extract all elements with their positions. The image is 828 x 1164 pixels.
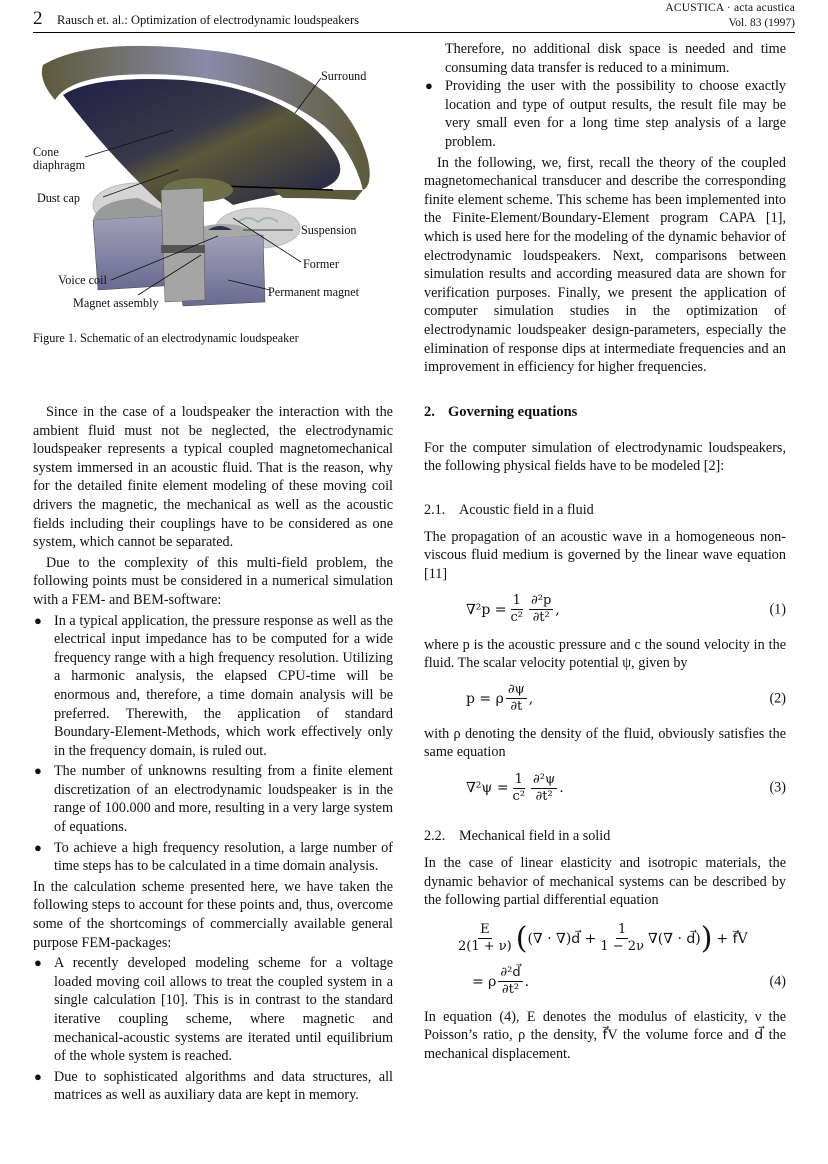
label-permanent-magnet: Permanent magnet	[268, 285, 360, 299]
figure-1	[33, 40, 393, 320]
paragraph: In the case of linear elasticity and isotropic materials, the dynamic behavior of mechanical systems can be described by the following partial differential equation	[424, 855, 786, 909]
label-cone: Cone	[33, 145, 59, 159]
list-item: ● Providing the user with the possibility to choose exactly location and type of output results, the result file may be very small even for a long time step analysis of a large problem.	[425, 78, 786, 150]
paragraph: In equation (4), E denotes the modulus of elasticity, ν the Poisson’s ratio, ρ the density, f⃗V the volume force and d⃗ the mechanical displacement.	[424, 1008, 786, 1062]
bullet-icon: ●	[34, 839, 42, 855]
label-dust-cap: Dust cap	[37, 191, 80, 205]
bullet-icon: ●	[34, 955, 42, 971]
paragraph: where p is the acoustic pressure and c the sound velocity in the fluid. The scalar velocity potential ψ, given by	[424, 636, 786, 672]
page-header	[33, 0, 795, 33]
journal-name: ACUSTICA · acta acustica	[665, 2, 795, 14]
page-number: 2	[33, 8, 43, 29]
equation-number: (1)	[769, 601, 786, 618]
equation-number: (2)	[769, 690, 786, 707]
list-item: ● The number of unknowns resulting from a finite element discretization of an electrodynamic loudspeaker is in the range of 100.000 and more, resulting in a very large system of equations.	[34, 763, 393, 836]
bullet-list	[424, 77, 786, 151]
bullet-continuation: Therefore, no additional disk space is needed and time consuming data transfer is reduced to a minimum.	[445, 41, 786, 76]
paragraph: In the calculation scheme presented here, we have taken the following steps to account for these points and, thus, overcome some of the shortcomings of commercially available general purpose FEM-packages:	[33, 878, 393, 951]
label-diaphragm: diaphragm	[33, 158, 86, 172]
equation-4-line-2: = ρ $\frac{\text{∂²d⃗}}{\text{∂t²}}$ . (4)	[472, 965, 786, 998]
list-item: ● Due to sophisticated algorithms and data structures, all matrices as well as auxiliary data are kept in memory.	[34, 1068, 393, 1104]
paragraph: For the computer simulation of electrodynamic loudspeakers, the following physical fields have to be modeled [2]:	[424, 439, 786, 475]
subsection-heading: 2.1. Acoustic field in a fluid	[424, 501, 594, 518]
figure-caption: Figure 1. Schematic of an electrodynamic loudspeaker	[33, 331, 299, 345]
equation-2: p = ρ $\frac{\partial\psi}{\partial t}$ , (2)	[466, 682, 786, 715]
bullet-list	[33, 954, 393, 1105]
equation-number: (3)	[769, 779, 786, 796]
bullet-icon: ●	[425, 78, 433, 94]
left-column	[33, 40, 393, 1107]
list-item: ● A recently developed modeling scheme for a voltage loaded moving coil allows to treat the coupled system in a single calculation [10]. This is in contrast to the standard iterative coupling scheme, where magnetic and mechanical-acoustic systems are iterated until equilibrium of the whole system is reached.	[34, 955, 393, 1065]
paragraph: In the following, we, first, recall the theory of the coupled magnetomechanical transducer and describe the corresponding finite element scheme. This scheme has been implemented into the Finite-Element/Boundary-Element program CAPA [1], which is used here for the modeling of the dynamic behavior of electrodynamic loudspeakers. Next, comparisons between simulation results and according measured data are shown for verification purposes. Finally, we present the application of computer simulation studies in the optimization of electrodynamic loudspeaker design-parameters, especially the elimination of response dips at intermediate frequencies and an improvement in efficiency for higher frequencies.	[424, 154, 786, 376]
equation-1: ∇²p = $\frac{1}{\text{c²}}$ $\frac{\text{∂²p}}{\text{∂t²}}$ , (1)	[466, 593, 786, 626]
equation-4-line-1: $\frac{E}{2(1 + \nu)}$ ( (∇ · ∇)d⃗ + $\frac{1}{1 - 2\nu}$ ∇(∇ · d⃗) ) + f⃗V	[458, 920, 748, 956]
journal-volume: Vol. 83 (1997)	[728, 17, 795, 29]
label-voice-coil: Voice coil	[58, 273, 107, 287]
paragraph: with ρ denoting the density of the fluid, obviously satisfies the same equation	[424, 725, 786, 761]
paragraph: The propagation of an acoustic wave in a homogeneous non-viscous fluid medium is governed by the linear wave equation [11]	[424, 528, 786, 583]
label-surround: Surround	[321, 69, 367, 83]
right-column	[424, 40, 786, 1064]
subsection-heading: 2.2. Mechanical field in a solid	[424, 828, 611, 845]
equation-number: (4)	[769, 973, 786, 990]
section-heading: 2. Governing equations	[424, 403, 578, 420]
bullet-icon: ●	[34, 612, 42, 628]
list-item: ● To achieve a high frequency resolution, a large number of time steps has to be calculated in a time domain analysis.	[34, 839, 393, 875]
equation-3: ∇²ψ = $\frac{1}{\text{c²}}$ $\frac{\text{∂²ψ}}{\text{∂t²}}$ . (3)	[466, 771, 786, 804]
label-magnet-assembly: Magnet assembly	[73, 296, 159, 310]
list-item: ● In a typical application, the pressure response as well as the electrical input impedance has to be computed for a wide frequency range with a high frequency resolution. Utilizing a harmonic analysis, the elapsed CPU-time will be enormous and, therefore, a time domain analysis will be preferred. Therewith, the application of standard Boundary-Element-Methods, which work effectively only in the frequency domain, is ruled out.	[34, 612, 393, 759]
bullet-icon: ●	[34, 1068, 42, 1084]
paragraph: Due to the complexity of this multi-field problem, the following points must be considered in a numerical simulation with a FEM- and BEM-software:	[33, 554, 393, 608]
bullet-list	[33, 612, 393, 876]
label-suspension: Suspension	[301, 223, 357, 237]
paragraph: Since in the case of a loudspeaker the interaction with the ambient fluid must not be neglected, the electrodynamic loudspeaker represents a typical coupled magnetomechanical system immersed in an acoustic fluid. That is the reason, why for the detailed finite element modeling of these moving coil drivers the magnetic, the mechanical as well as the acoustic fields including their couplings have to be considered as one system, which cannot be separated.	[33, 404, 393, 551]
label-former: Former	[303, 257, 339, 271]
bullet-icon: ●	[34, 763, 42, 779]
running-title: Rausch et. al.: Optimization of electrodynamic loudspeakers	[57, 13, 359, 27]
